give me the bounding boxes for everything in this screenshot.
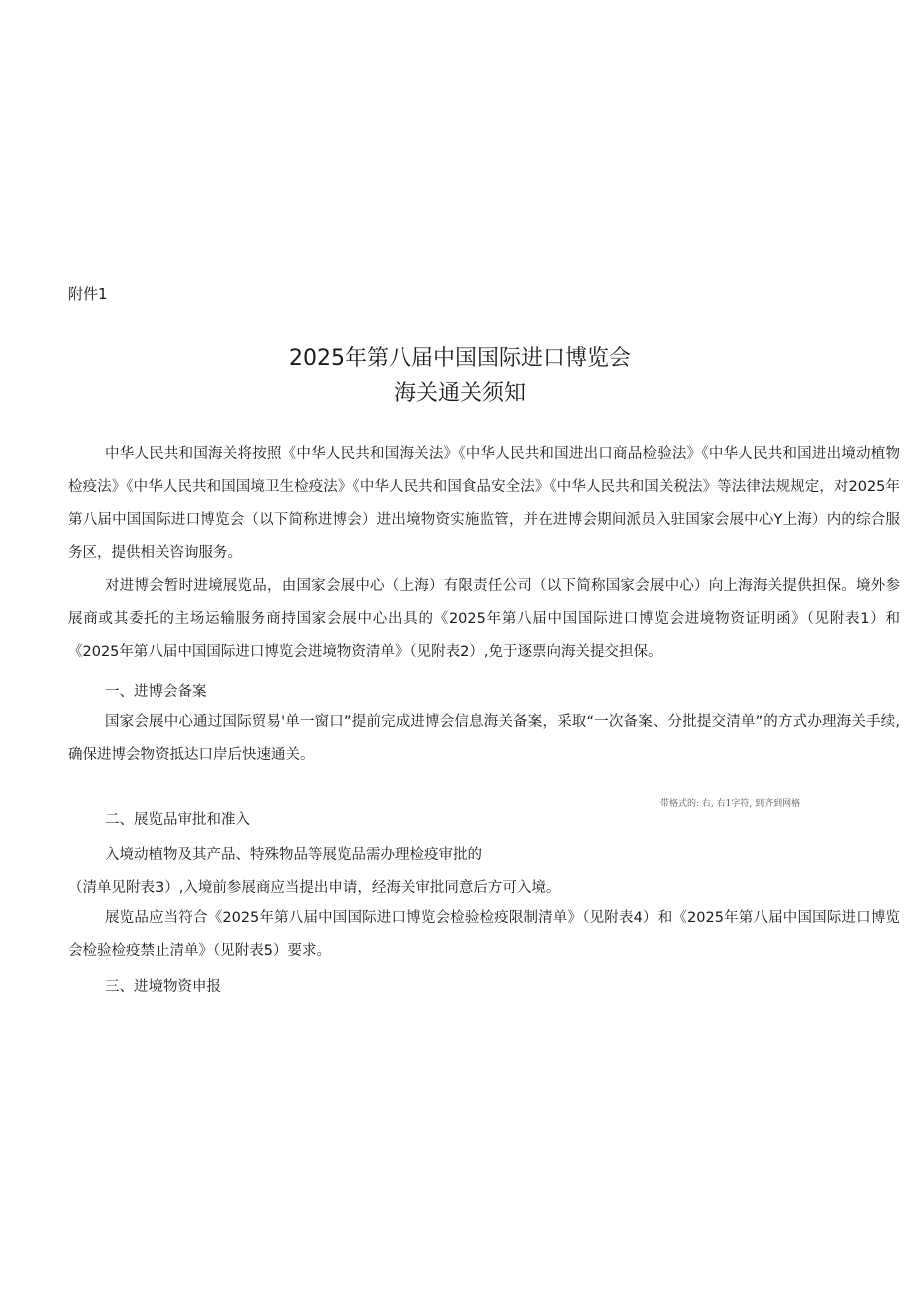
paragraph-legal-basis: 中华人民共和国海关将按照《中华人民共和国海关法》《中华人民共和国进出口商品检验法》《中华人民共和国进出境动植物检疫法》《中华人民共和国国境卫生检疫法》《中华人民共和国食品安全法》《中华人民共和国关税法》等法律法规规定，对2025年第八届中国国际进口博览会（以下简称进博会）进出境物资实施监管，并在进博会期间派员入驻国家会展中心Y上海）内的综合服务区，提供相关咨询服务。 bbox=[68, 446, 900, 561]
section-heading-3: 三、进境物资申报 bbox=[105, 979, 221, 995]
paragraph-approval-line-1: 入境动植物及其产品、特殊物品等展览品需办理检疫审批的 bbox=[105, 847, 482, 863]
section-heading-2: 二、展览品审批和准入 bbox=[105, 812, 250, 828]
section-heading-1: 一、进博会备案 bbox=[105, 684, 207, 700]
format-comment-note: 带格式的: 右, 右1字符, 到齐到网格 bbox=[660, 799, 801, 809]
paragraph-approval-line-2: （清单见附表3）,入境前参展商应当提出申请，经海关审批同意后方可入境。 bbox=[68, 880, 561, 896]
document-title-line-2: 海关通关须知 bbox=[393, 381, 526, 406]
document-title-line-1: 2025年第八届中国国际进口博览会 bbox=[289, 346, 631, 371]
attachment-label: 附件1 bbox=[68, 285, 108, 303]
paragraph-guarantee: 对进博会暂时进境展览品，由国家会展中心（上海）有限责任公司（以下简称国家会展中心）向上海海关提供担保。境外参展商或其委托的主场运输服务商持国家会展中心出具的《2025年第八届中国国际进口博览会进境物资证明函》（见附表1）和《2025年第八届中国国际进口博览会进境物资清单》（见附表2）,免于逐票向海关提交担保。 bbox=[68, 578, 900, 660]
paragraph-restriction-lists: 展览品应当符合《2025年第八届中国国际进口博览会检验检疫限制清单》（见附表4）和《2025年第八届中国国际进口博览会检验检疫禁止清单》（见附表5）要求。 bbox=[68, 910, 900, 959]
paragraph-filing: 国家会展中心通过国际贸易'单一窗口”提前完成进博会信息海关备案，采取“一次备案、分批提交清单”的方式办理海关手续,确保进博会物资抵达口岸后快速通关。 bbox=[68, 714, 900, 763]
